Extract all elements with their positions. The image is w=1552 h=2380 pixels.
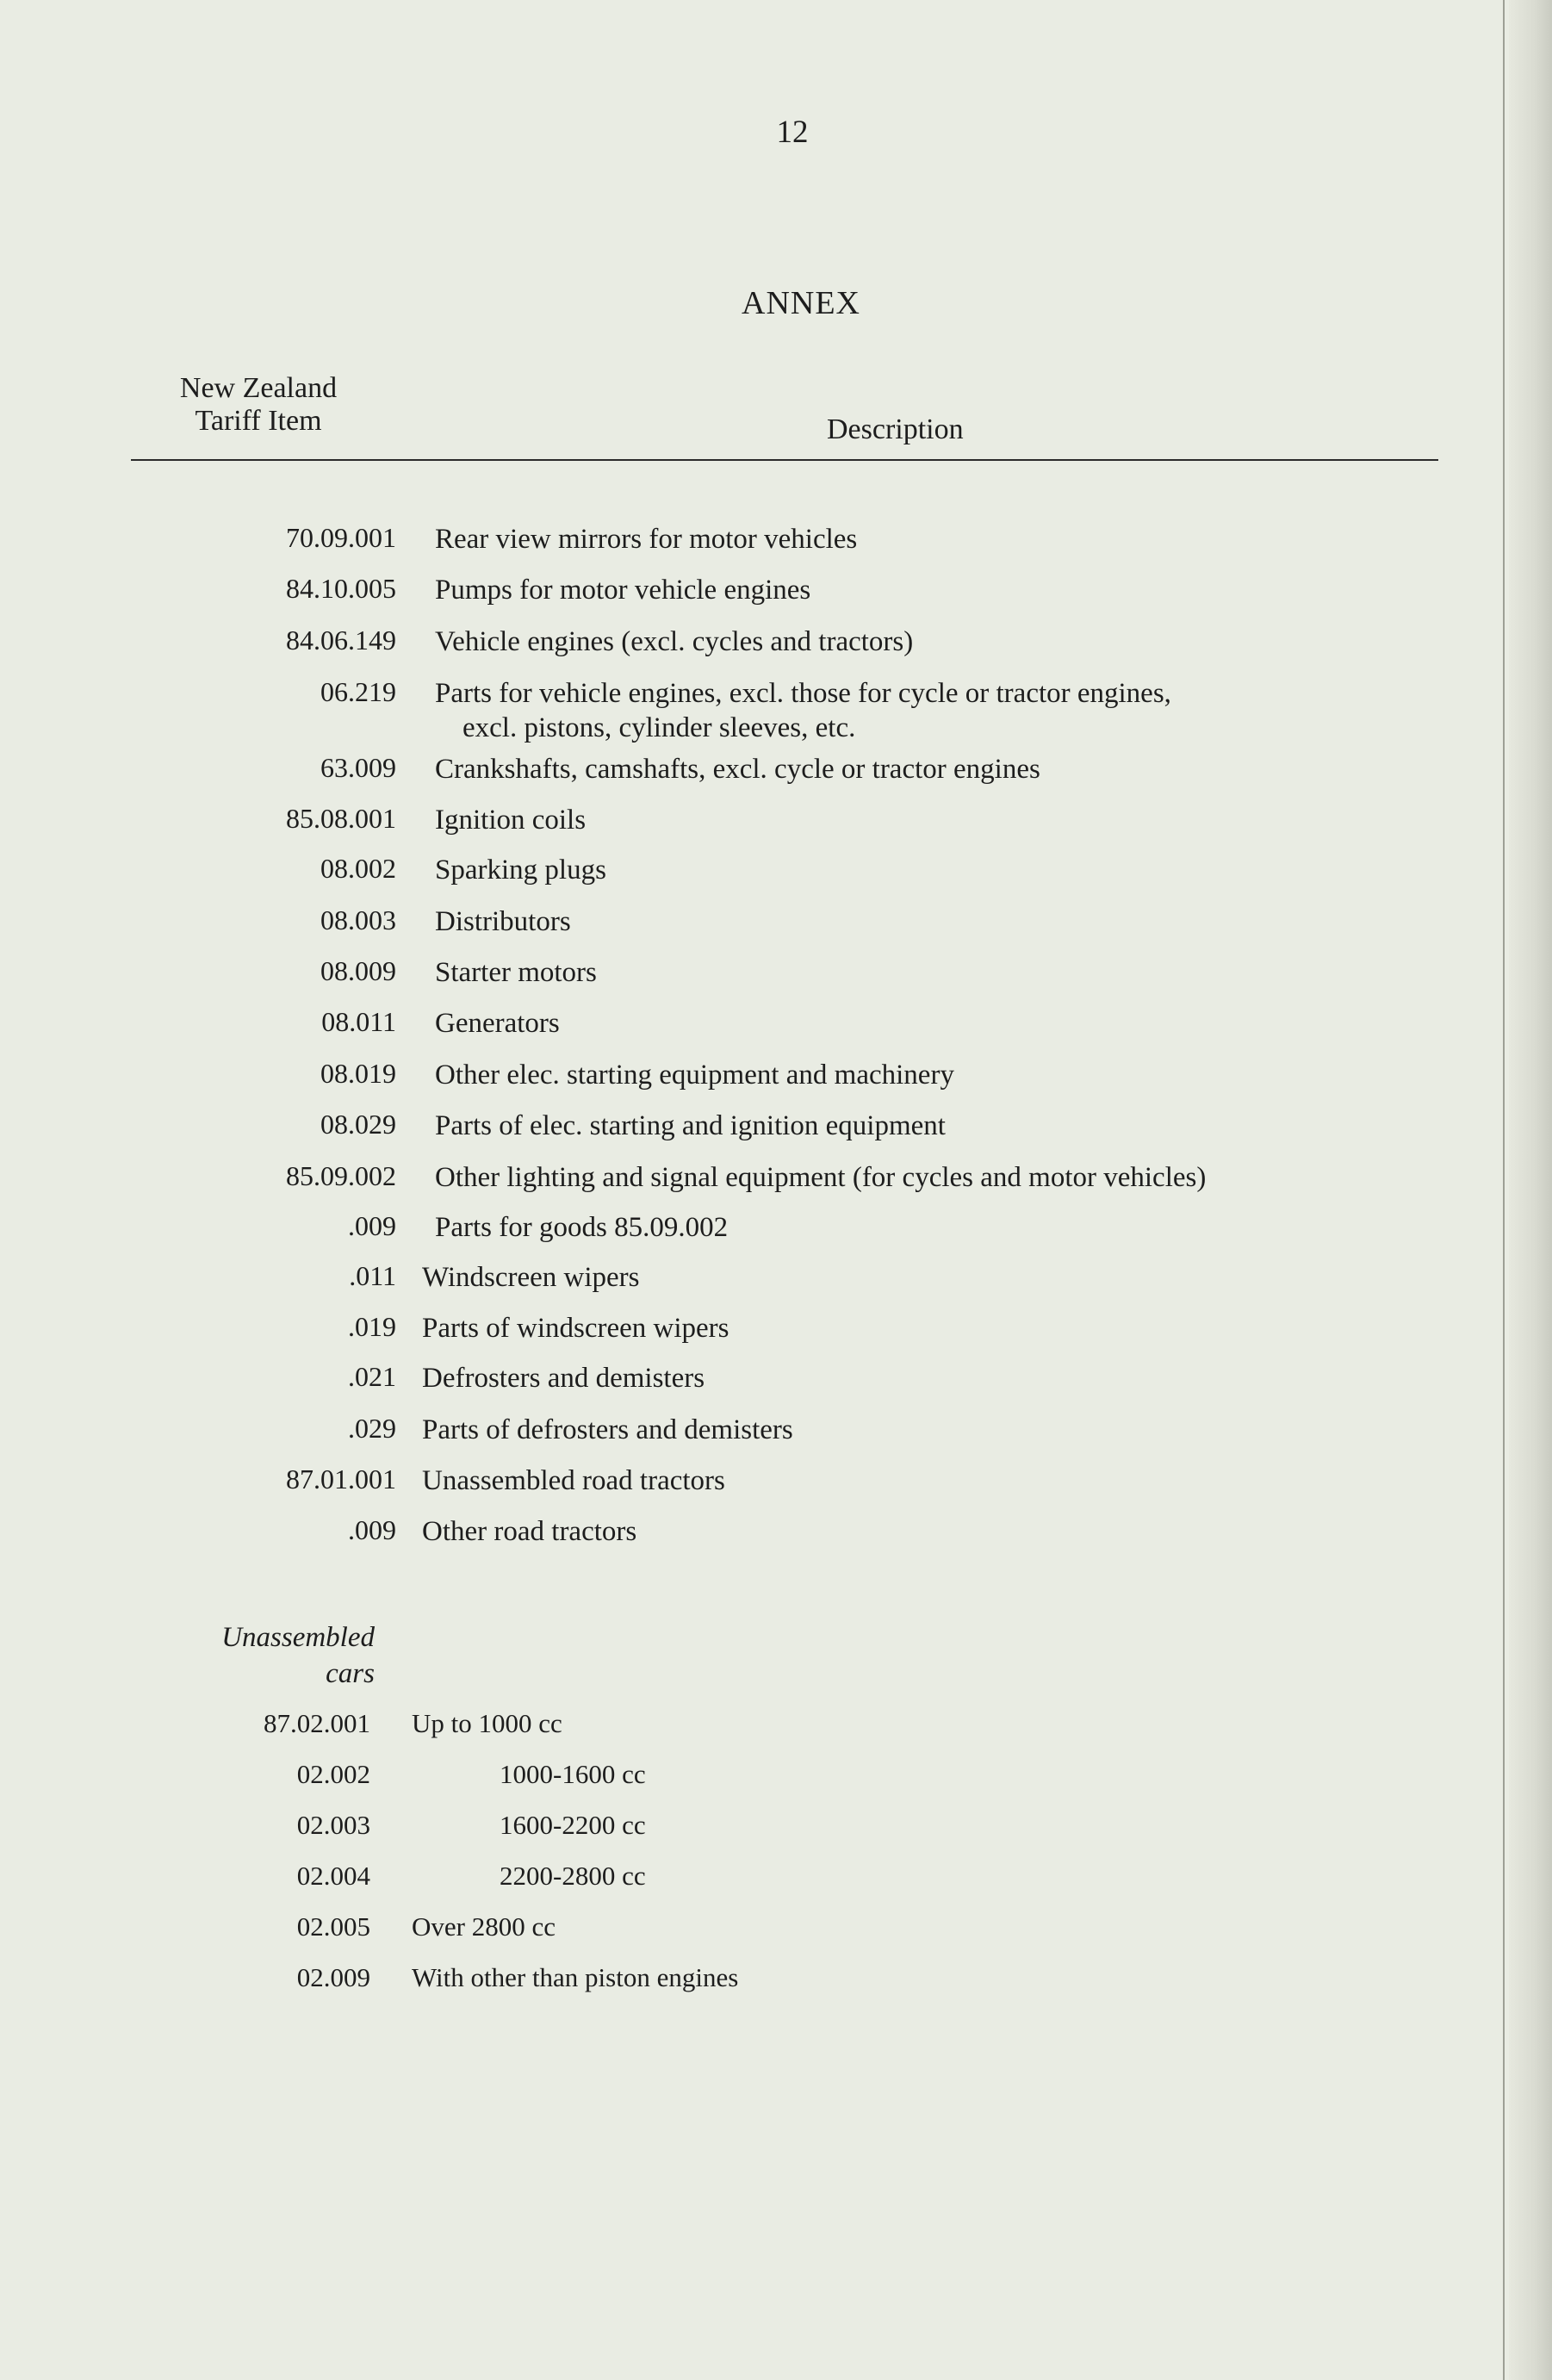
item-description (435, 1058, 954, 1092)
item-description (435, 955, 597, 990)
description-line: Generators (435, 1008, 560, 1039)
table-row (0, 1810, 1206, 1860)
item-description (435, 904, 571, 939)
table-row (0, 1260, 1516, 1312)
item-description (435, 522, 857, 556)
table-row (0, 752, 1516, 804)
cars-heading-line-1: Unassembled (221, 1622, 375, 1653)
table-row (0, 1514, 1516, 1566)
item-description (422, 1361, 705, 1395)
item-description (422, 1413, 793, 1447)
description-line: Other elec. starting equipment and machinery (435, 1060, 954, 1091)
table-row (0, 1109, 1516, 1160)
tariff-code: 63.009 (320, 752, 396, 783)
item-description (435, 803, 586, 837)
description-line: Parts for vehicle engines, excl. those for cycle or tractor engines, (435, 678, 1171, 709)
tariff-code: 08.029 (320, 1109, 396, 1140)
description-line: Starter motors (435, 957, 597, 988)
table-row (0, 1006, 1516, 1058)
cars-heading-line-2: cars (326, 1658, 375, 1689)
item-description (435, 752, 1040, 786)
table-row (0, 955, 1516, 1007)
tariff-code: 08.019 (320, 1058, 396, 1089)
unassembled-cars-heading (129, 1619, 375, 1692)
tariff-code: 87.02.001 (264, 1708, 370, 1738)
item-description (422, 1514, 636, 1549)
item-description: Up to 1000 cc (412, 1708, 562, 1738)
table-row (0, 1708, 1206, 1758)
table-row (0, 1311, 1516, 1363)
description-line: Crankshafts, camshafts, excl. cycle or tractor engines (435, 754, 1040, 785)
tariff-code: 08.002 (320, 853, 396, 884)
description-line: Other lighting and signal equipment (for cycles and motor vehicles) (435, 1162, 1207, 1193)
description-line: Vehicle engines (excl. cycles and tractors) (435, 626, 914, 657)
tariff-code: 06.219 (320, 676, 396, 707)
table-row (0, 1413, 1516, 1464)
table-row (0, 853, 1516, 904)
description-line: Parts for goods 85.09.002 (435, 1212, 729, 1243)
tariff-header-line-2: Tariff Item (195, 405, 322, 437)
description-line: Parts of windscreen wipers (422, 1313, 729, 1344)
description-line: Parts of defrosters and demisters (422, 1414, 793, 1445)
tariff-code: 02.002 (296, 1759, 370, 1789)
table-row (0, 1759, 1206, 1809)
table-row (0, 803, 1516, 854)
tariff-code: .019 (348, 1311, 396, 1342)
table-row (0, 1962, 1206, 2012)
tariff-code: 84.06.149 (286, 625, 396, 656)
table-row (0, 1210, 1516, 1262)
tariff-code: 85.08.001 (286, 803, 396, 834)
tariff-code: 70.09.001 (286, 522, 396, 553)
tariff-code: .009 (348, 1210, 396, 1241)
annex-title: ANNEX (742, 285, 860, 321)
tariff-code: 08.011 (321, 1006, 396, 1037)
description-line: Windscreen wipers (422, 1262, 640, 1293)
table-row (0, 1361, 1516, 1413)
description-line: Defrosters and demisters (422, 1363, 705, 1394)
table-row (0, 573, 1516, 625)
table-row (0, 1160, 1516, 1212)
table-row (0, 904, 1516, 956)
item-description: 1600-2200 cc (500, 1810, 646, 1840)
item-description (435, 676, 1171, 745)
item-description (422, 1463, 725, 1498)
item-description (435, 1109, 946, 1143)
description-line: Unassembled road tractors (422, 1465, 725, 1496)
tariff-header-line-1: New Zealand (179, 372, 338, 404)
item-description (435, 573, 810, 607)
description-header: Description (827, 413, 964, 445)
header-rule (131, 459, 1438, 461)
item-description (435, 1006, 560, 1041)
tariff-code: 02.004 (296, 1861, 370, 1891)
tariff-code: 84.10.005 (286, 573, 396, 604)
item-description: With other than piston engines (412, 1962, 739, 1992)
tariff-code: .011 (349, 1260, 396, 1291)
item-description: 2200-2800 cc (500, 1861, 646, 1891)
table-row (0, 1058, 1516, 1109)
item-description (435, 1160, 1206, 1195)
tariff-code: 87.01.001 (286, 1463, 396, 1494)
item-description (435, 625, 913, 659)
page-number: 12 (776, 115, 809, 150)
tariff-code: 02.009 (296, 1962, 370, 1992)
tariff-code: 08.003 (320, 904, 396, 935)
item-description (422, 1260, 640, 1295)
tariff-code: 08.009 (320, 955, 396, 986)
tariff-code: .009 (348, 1514, 396, 1545)
tariff-code: 02.005 (296, 1911, 370, 1942)
item-description: 1000-1600 cc (500, 1759, 646, 1789)
table-row (0, 1911, 1206, 1961)
item-description (435, 1210, 728, 1245)
item-description: Over 2800 cc (412, 1911, 556, 1942)
tariff-item-header (129, 372, 388, 438)
description-line: excl. pistons, cylinder sleeves, etc. (462, 712, 856, 743)
table-row (0, 676, 1516, 743)
description-line: Ignition coils (435, 805, 587, 836)
description-line: Distributors (435, 906, 571, 937)
description-line: Parts of elec. starting and ignition equipment (435, 1110, 946, 1141)
table-row (0, 1463, 1516, 1515)
tariff-code: .021 (348, 1361, 396, 1392)
description-line: Other road tractors (422, 1516, 637, 1547)
item-description (435, 853, 606, 887)
tariff-code: .029 (348, 1413, 396, 1444)
item-description (422, 1311, 729, 1345)
description-line: Pumps for motor vehicle engines (435, 575, 811, 606)
tariff-code: 02.003 (296, 1810, 370, 1840)
description-line: Sparking plugs (435, 854, 606, 886)
table-row (0, 625, 1516, 676)
tariff-code: 85.09.002 (286, 1160, 396, 1191)
description-line: Rear view mirrors for motor vehicles (435, 524, 858, 555)
table-row (0, 1861, 1206, 1911)
table-row (0, 522, 1516, 574)
